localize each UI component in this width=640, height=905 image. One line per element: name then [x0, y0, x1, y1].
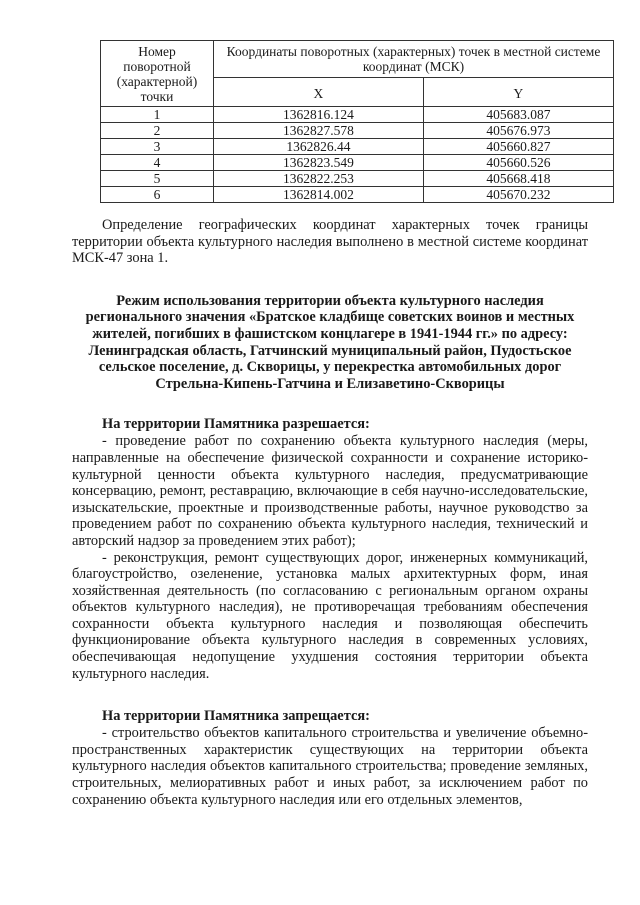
cell-x: 1362823.549 — [214, 155, 424, 171]
cell-y: 405683.087 — [423, 107, 613, 123]
cell-point-number: 5 — [101, 171, 214, 187]
header-x: X — [214, 78, 424, 107]
cell-x: 1362814.002 — [214, 187, 424, 203]
cell-y: 405676.973 — [423, 123, 613, 139]
table-row — [101, 171, 614, 187]
header-coordinates: Координаты поворотных (характерных) точек в местной системе координат (МСК) — [214, 41, 614, 78]
cell-x: 1362826.44 — [214, 139, 424, 155]
header-y: Y — [423, 78, 613, 107]
cell-y: 405670.232 — [423, 187, 613, 203]
coordinate-system-note: Определение географических координат характерных точек границы территории объекта культурного наследия выполнено в местной системе координат МСК-47 зона 1. — [72, 217, 588, 267]
cell-point-number: 3 — [101, 139, 214, 155]
cell-y: 405660.526 — [423, 155, 613, 171]
allowed-item-1: - проведение работ по сохранению объекта культурного наследия (меры, направленные на обеспечение физической сохранности и сохранение историко-культурной ценности объекта культурного наследия, предусматривающие консервацию, ремонт, реставрацию, включающие в себя научно-исследовательские, изыскательские, проектные и производственные работы, научное руководство за проведением работ по сохранению объекта культурного наследия, технический и авторский надзор за проведением этих работ); — [72, 433, 588, 549]
cell-y: 405668.418 — [423, 171, 613, 187]
cell-point-number: 1 — [101, 107, 214, 123]
forbidden-title: На территории Памятника запрещается: — [102, 708, 370, 725]
section-heading: Режим использования территории объекта культурного наследия регионального значения «Братское кладбище советских воинов и местных жителей, погибших в фашистском концлагере в 1941-1944 гг.» по адресу: Ленинградская область, Гатчинский муниципальный район, Пудостьское сельское поселение, д. Скворицы, у перекрестка автомобильных дорог Стрельна-Кипень-Гатчина и Елизаветино-Скворицы — [85, 292, 575, 392]
cell-point-number: 6 — [101, 187, 214, 203]
table-row — [101, 187, 614, 203]
cell-x: 1362816.124 — [214, 107, 424, 123]
table-row — [101, 107, 614, 123]
header-point-number: Номер поворотной (характерной) точки — [101, 41, 214, 107]
table-row — [101, 139, 614, 155]
cell-x: 1362827.578 — [214, 123, 424, 139]
table-row — [101, 155, 614, 171]
cell-y: 405660.827 — [423, 139, 613, 155]
cell-x: 1362822.253 — [214, 171, 424, 187]
allowed-item-2: - реконструкция, ремонт существующих дорог, инженерных коммуникаций, благоустройство, озеленение, установка малых архитектурных форм, иная хозяйственная деятельность (по согласованию с региональным органом охраны объектов культурного наследия), не противоречащая требованиям обеспечения сохранности объекта культурного наследия и позволяющая обеспечить функционирование объекта культурного наследия в современных условиях, обеспечивающая недопущение ухудшения состояния территории объекта культурного наследия. — [72, 549, 588, 682]
table-row — [101, 123, 614, 139]
coordinates-table — [100, 40, 614, 203]
allowed-title: На территории Памятника разрешается: — [102, 416, 370, 433]
forbidden-item-1: - строительство объектов капитального строительства и увеличение объемно-пространственных характеристик существующих на территории объекта культурного наследия объектов капитального строительства; проведение земляных, строительных, мелиоративных работ и иных работ, за исключением работ по сохранению объекта культурного наследия или его отдельных элементов, — [72, 725, 588, 808]
cell-point-number: 4 — [101, 155, 214, 171]
cell-point-number: 2 — [101, 123, 214, 139]
